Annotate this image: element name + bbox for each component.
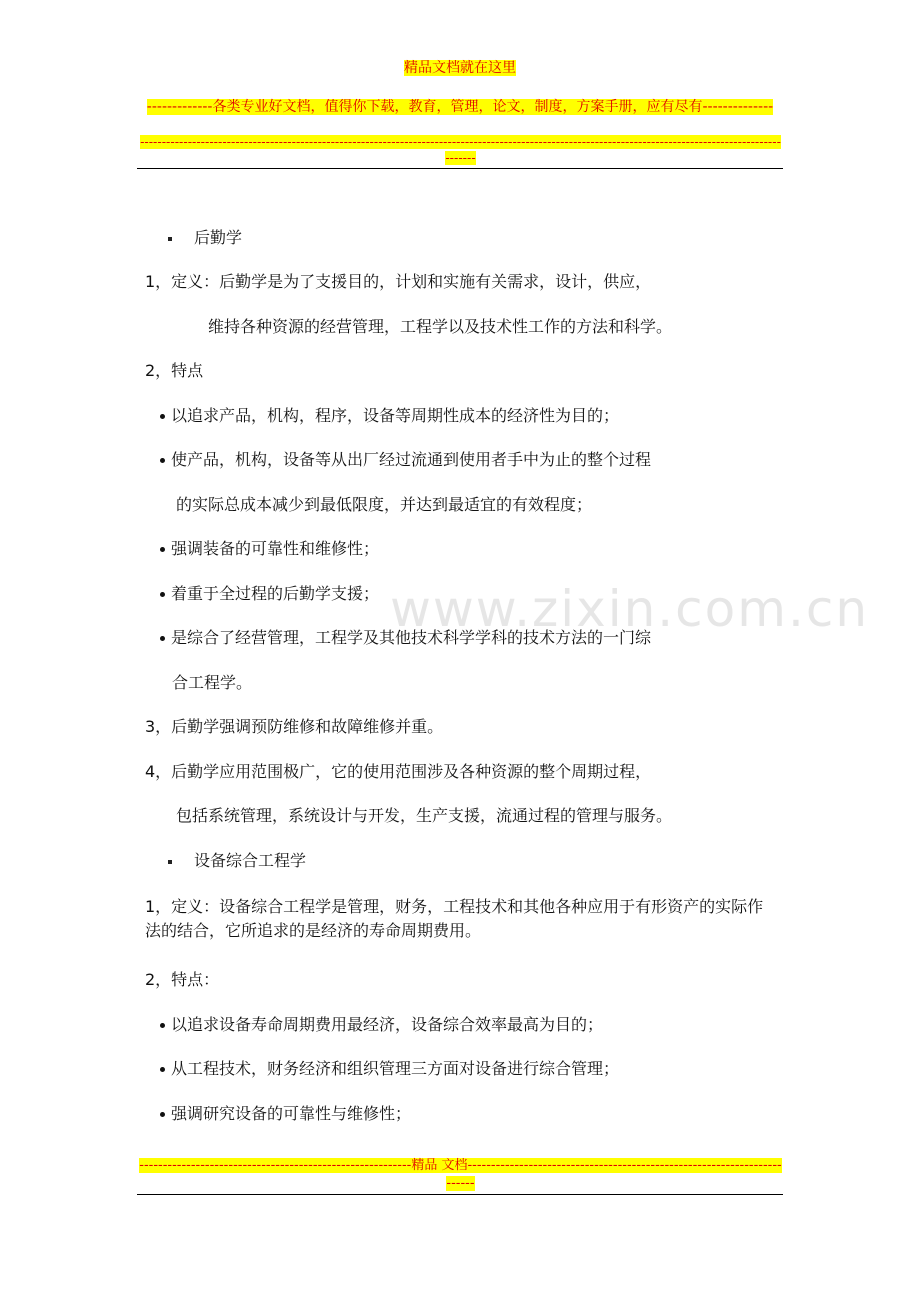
header-title: 精品文档就在这里 — [404, 60, 516, 76]
s1-definition-line-1: 1，定义：后勤学是为了支援目的，计划和实施有关需求，设计，供应， — [145, 272, 652, 291]
header-slogan-row — [0, 97, 920, 117]
bullet-dot-icon — [160, 458, 165, 463]
s1-point-4-cont: 包括系统管理，系统设计与开发，生产支援，流通过程的管理与服务。 — [176, 806, 673, 825]
footer-line — [138, 1157, 783, 1193]
s2-bullet-1 — [160, 1014, 603, 1036]
bullet-dot-icon — [160, 1023, 165, 1028]
s1-bullet-5 — [160, 627, 651, 649]
section-2-title: 设备综合工程学 — [194, 851, 307, 870]
s1-point-4: 4，后勤学应用范围极广，它的使用范围涉及各种资源的整个周期过程， — [145, 762, 652, 781]
s1-bullet-1 — [160, 405, 619, 427]
s1-bullet-5-cont: 合工程学。 — [172, 673, 253, 692]
header-dash-line — [138, 134, 783, 166]
header-dashes: ----------------------------------------------------------------------------------------------------------------------------------------------------------- — [140, 135, 781, 165]
s2-features-label: 2，特点： — [145, 970, 220, 989]
s2-bullet-2 — [160, 1058, 619, 1080]
section-1-title: 后勤学 — [194, 228, 243, 247]
section-2-heading — [168, 850, 306, 872]
s1-bullet-5-text: 是综合了经营管理，工程学及其他技术科学学科的技术方法的一门综 — [171, 628, 652, 647]
s1-definition-line-2: 维持各种资源的经营管理，工程学以及技术性工作的方法和科学。 — [208, 317, 673, 336]
s2-definition: 1，定义：设备综合工程学是管理，财务，工程技术和其他各种应用于有形资产的实际作法的结合，它所追求的是经济的寿命周期费用。 — [145, 897, 764, 940]
square-bullet-icon — [168, 237, 172, 241]
watermark: www.zixin.com.cn — [390, 580, 870, 638]
s2-bullet-1-text: 以追求设备寿命周期费用最经济，设备综合效率最高为目的； — [171, 1015, 604, 1034]
bullet-dot-icon — [160, 414, 165, 419]
footer-text: ----------------------------------------------------------精品 文档------------------------------------------------------------------------- — [139, 1158, 782, 1191]
s1-bullet-3-text: 强调装备的可靠性和维修性； — [171, 539, 380, 558]
s2-bullet-3 — [160, 1103, 411, 1125]
s1-bullet-2-text: 使产品，机构，设备等从出厂经过流通到使用者手中为止的整个过程 — [171, 450, 652, 469]
s1-bullet-3 — [160, 538, 379, 560]
s2-bullet-2-text: 从工程技术，财务经济和组织管理三方面对设备进行综合管理； — [171, 1059, 620, 1078]
bullet-dot-icon — [160, 547, 165, 552]
s1-bullet-2 — [160, 449, 651, 471]
s1-features-label: 2，特点 — [145, 361, 204, 380]
header-title-row — [0, 58, 920, 78]
header-divider — [137, 168, 783, 169]
s1-point-3: 3，后勤学强调预防维修和故障维修并重。 — [145, 717, 444, 736]
s1-bullet-2-cont: 的实际总成本减少到最低限度，并达到最适宜的有效程度； — [176, 495, 593, 514]
s2-bullet-3-text: 强调研究设备的可靠性与维修性； — [171, 1104, 412, 1123]
s1-bullet-4-text: 着重于全过程的后勤学支援； — [171, 584, 380, 603]
bullet-dot-icon — [160, 1112, 165, 1117]
section-1-heading — [168, 227, 242, 249]
bullet-dot-icon — [160, 592, 165, 597]
s1-bullet-4 — [160, 583, 379, 605]
bullet-dot-icon — [160, 1067, 165, 1072]
square-bullet-icon — [168, 860, 172, 864]
footer-divider — [137, 1194, 783, 1195]
s1-bullet-1-text: 以追求产品，机构，程序，设备等周期性成本的经济性为目的； — [171, 406, 620, 425]
bullet-dot-icon — [160, 636, 165, 641]
header-slogan: -------------各类专业好文档，值得你下载，教育，管理，论文，制度，方案手册，应有尽有-------------- — [146, 99, 774, 115]
